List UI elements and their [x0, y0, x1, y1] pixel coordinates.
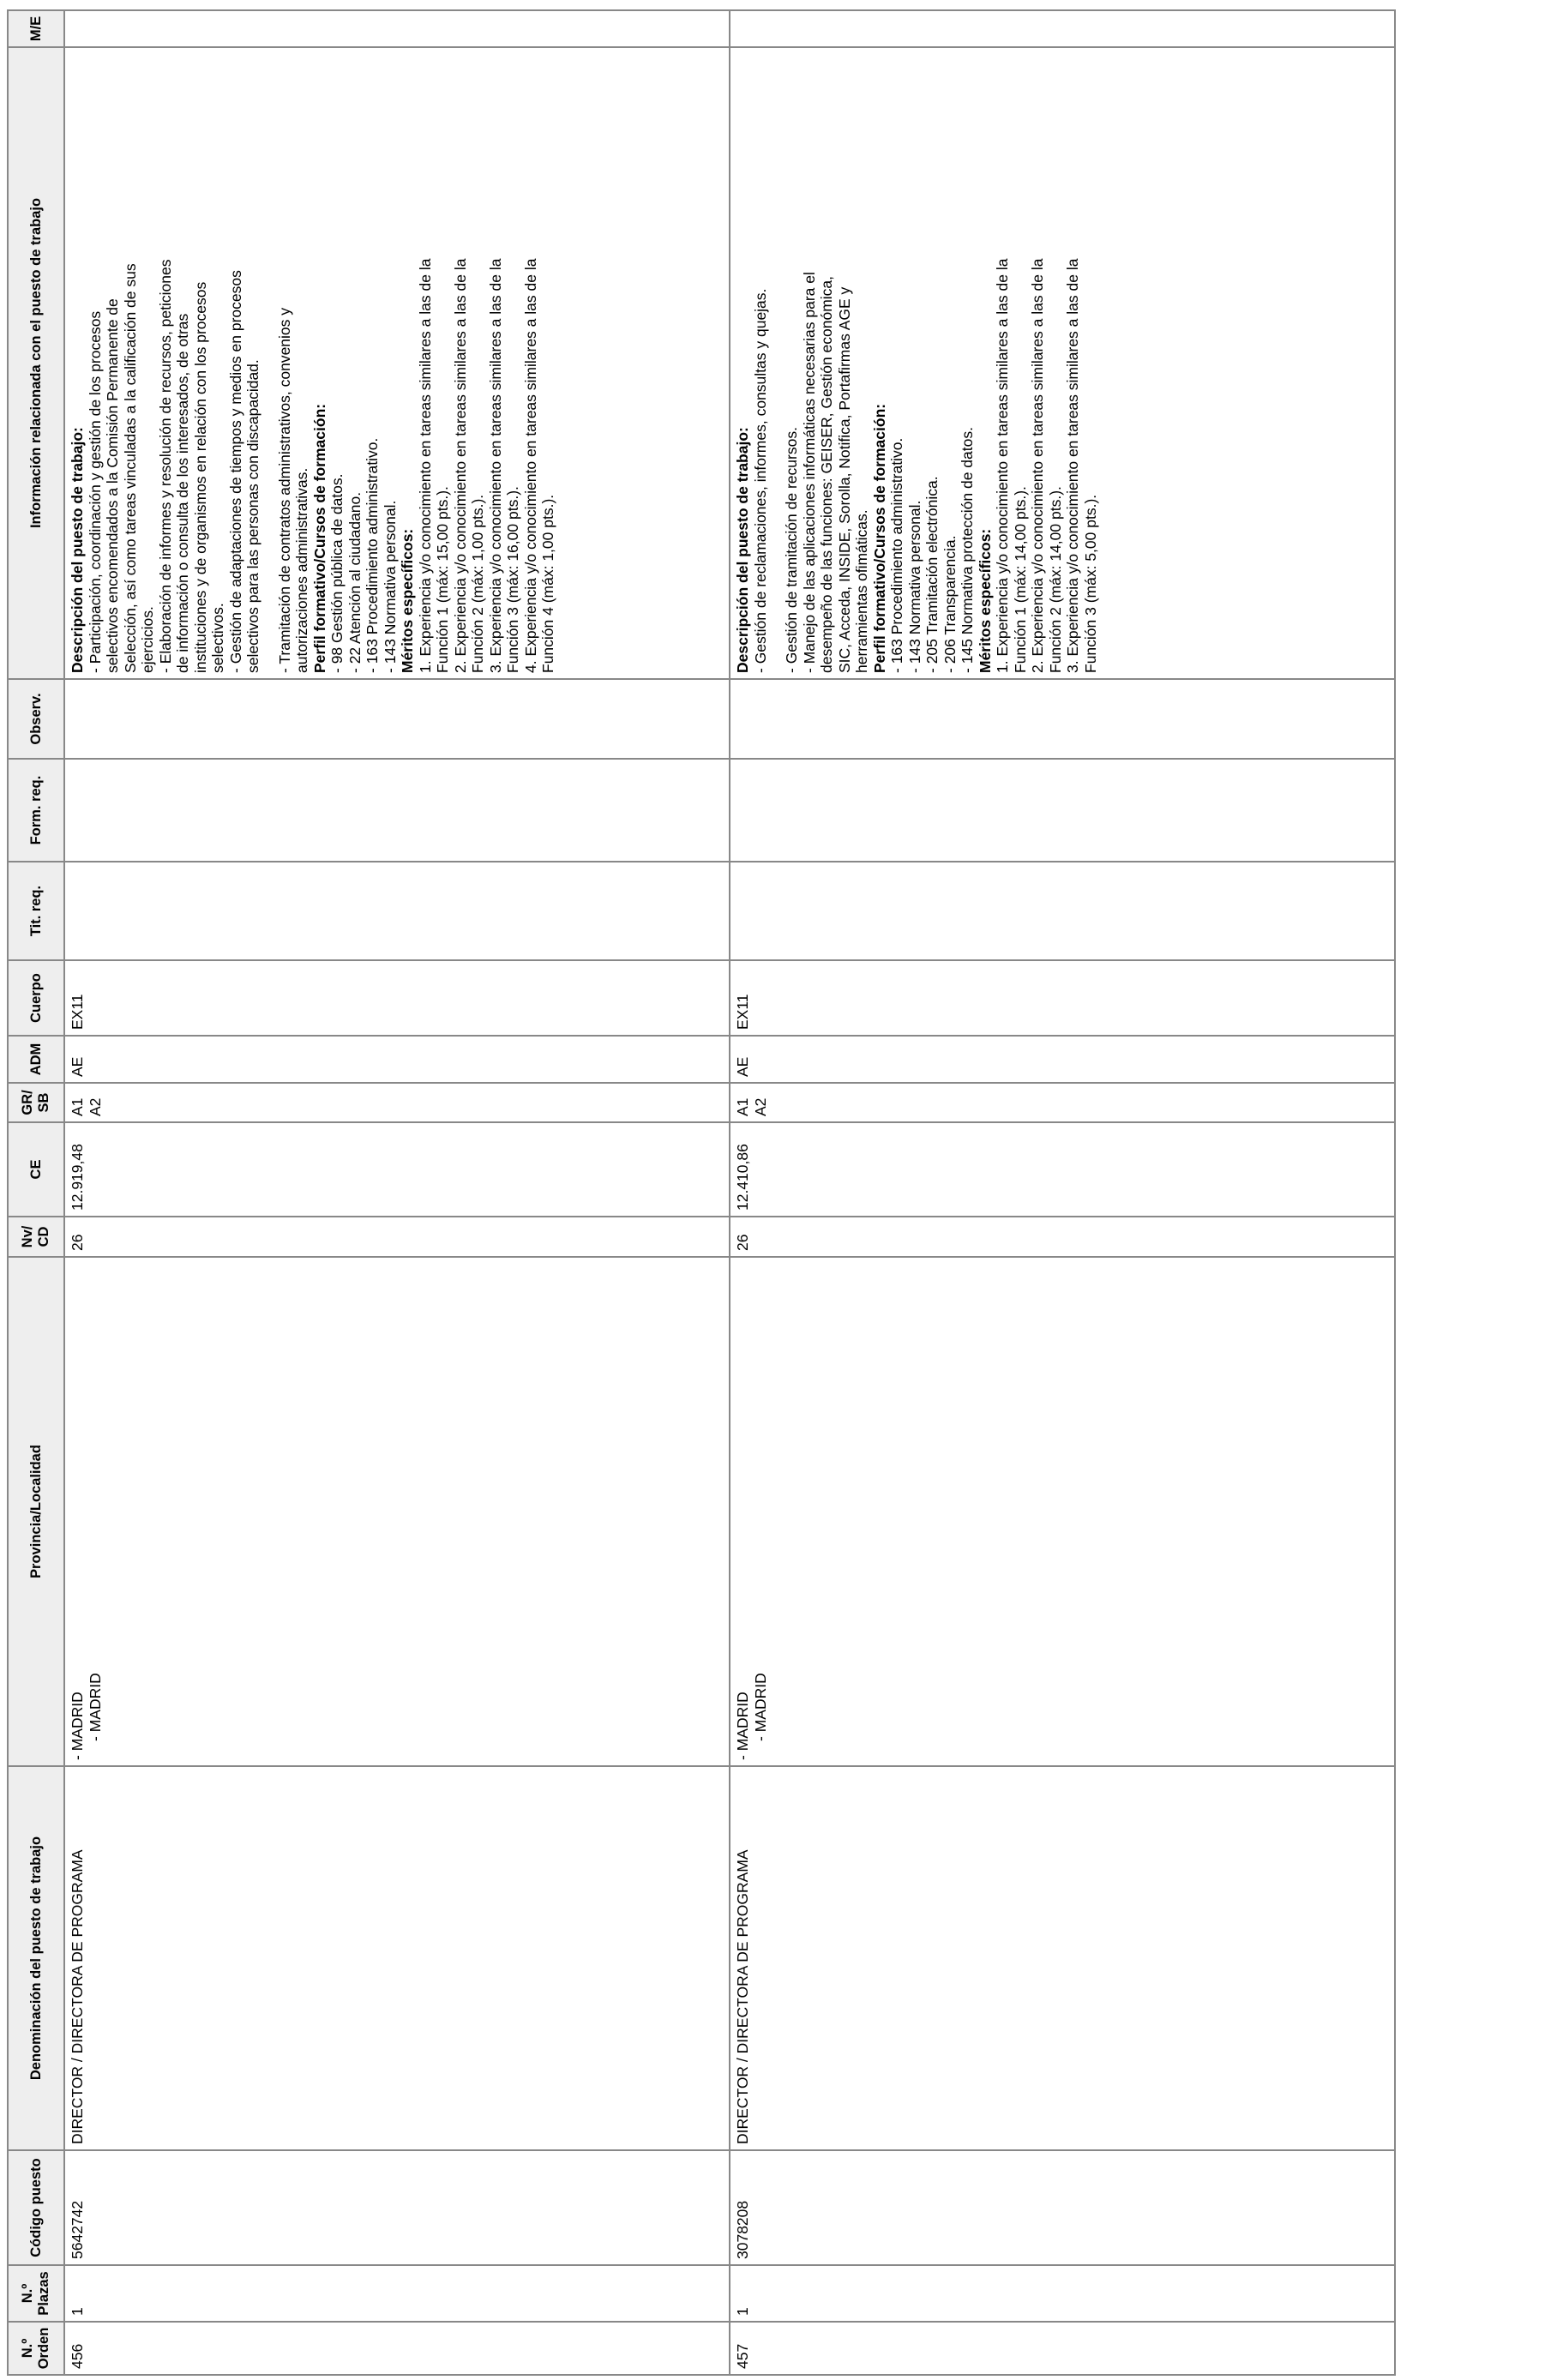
provincia-text: - MADRID: [69, 1692, 86, 1760]
cell-plazas: 1: [64, 2265, 730, 2322]
cell-gr: [730, 1083, 1395, 1122]
meritos-line: 3. Experiencia y/o conocimiento en tareas similares a las de la: [486, 258, 504, 673]
meritos-title: Méritos específicos:: [399, 528, 416, 673]
perfil-line: - 143 Normativa personal.: [381, 500, 399, 673]
meritos-line: Función 1 (máx: 15,00 pts.).: [434, 486, 451, 673]
cell-tit: [64, 862, 730, 960]
header-denominacion: Denominación del puesto de trabajo: [8, 1766, 64, 2150]
meritos-line: Función 4 (máx: 1,00 pts.).: [539, 494, 556, 673]
desc-line: selectivos.: [209, 603, 226, 673]
provincia-text: - MADRID: [734, 1692, 751, 1760]
desc-line: selectivos encomendados a la Comisión Permanente de: [104, 298, 121, 673]
cell-orden: 457: [730, 2322, 1395, 2375]
info-block: [69, 53, 557, 673]
desc-line: - Gestión de tramitación de recursos.: [783, 427, 800, 673]
perfil-line: - 206 Transparencia.: [941, 535, 959, 673]
table-row: [64, 10, 730, 2375]
cell-info: [64, 47, 730, 679]
perfil-line: - 163 Procedimiento administrativo.: [888, 437, 905, 673]
header-orden: N.º Orden: [8, 2322, 64, 2375]
cell-provincia: [64, 1257, 730, 1766]
desc-title: Descripción del puesto de trabajo:: [69, 427, 86, 673]
desc-line: instituciones y de organismos en relación con los procesos: [191, 281, 209, 673]
perfil-title: Perfil formativo/Cursos de formación:: [310, 403, 328, 673]
cell-adm: AE: [64, 1036, 730, 1083]
perfil-line: - 205 Tramitación electrónica.: [923, 476, 941, 673]
cell-denominacion: DIRECTOR / DIRECTORA DE PROGRAMA: [64, 1766, 730, 2150]
cell-nivel: 26: [64, 1217, 730, 1257]
desc-line: - Participación, coordinación y gestión de los procesos: [86, 310, 104, 673]
meritos-line: 4. Experiencia y/o conocimiento en tareas similares a las de la: [521, 258, 539, 673]
header-codigo: Código puesto: [8, 2150, 64, 2265]
positions-table: [7, 9, 1396, 2376]
perfil-line: - 22 Atención al ciudadano.: [346, 491, 364, 673]
sb-text: A2: [751, 1097, 769, 1116]
header-plazas: N.º Plazas: [8, 2265, 64, 2322]
header-info: Información relacionada con el puesto de trabajo: [8, 47, 64, 679]
meritos-line: 3. Experiencia y/o conocimiento en tareas similares a las de la: [1064, 258, 1081, 673]
cell-observ: [730, 679, 1395, 759]
cell-orden: 456: [64, 2322, 730, 2375]
desc-line: SIC, Acceda, INSIDE, Sorolla, Notifica, Portafirmas AGE y: [835, 286, 853, 673]
cell-observ: [64, 679, 730, 759]
perfil-line: - 145 Normativa protección de datos.: [959, 427, 976, 673]
header-row: [8, 10, 64, 2375]
cell-gr: [64, 1083, 730, 1122]
desc-title: Descripción del puesto de trabajo:: [734, 427, 751, 673]
desc-line: ejercicios.: [139, 606, 156, 673]
meritos-line: Función 1 (máx: 14,00 pts.).: [1011, 486, 1029, 673]
meritos-line: 1. Experiencia y/o conocimiento en tareas similares a las de la: [416, 258, 434, 673]
header-form: Form. req.: [8, 759, 64, 862]
desc-line: [262, 53, 276, 673]
header-provincia: Provincia/Localidad: [8, 1257, 64, 1766]
cell-cuerpo: EX11: [730, 960, 1395, 1036]
meritos-line: Función 2 (máx: 14,00 pts.).: [1046, 486, 1064, 673]
localidad-text: - MADRID: [86, 1673, 104, 1741]
desc-line: de información o consulta de los interesados, de otras: [174, 313, 191, 673]
desc-line: - Gestión de adaptaciones de tiempos y medios en procesos: [226, 270, 244, 673]
meritos-line: 1. Experiencia y/o conocimiento en tareas similares a las de la: [994, 258, 1011, 673]
cell-form: [730, 759, 1395, 862]
desc-line: herramientas ofimáticas.: [853, 509, 870, 673]
desc-line: [769, 53, 783, 673]
header-adm: ADM: [8, 1036, 64, 1083]
header-tit: Tit. req.: [8, 862, 64, 960]
perfil-line: - 143 Normativa personal.: [905, 500, 923, 673]
info-block: [734, 53, 1099, 673]
desc-line: - Tramitación de contratos administrativos, convenios y: [275, 307, 293, 673]
cell-denominacion: DIRECTOR / DIRECTORA DE PROGRAMA: [730, 1766, 1395, 2150]
meritos-line: 2. Experiencia y/o conocimiento en tareas similares a las de la: [451, 258, 469, 673]
header-gr: GR/ SB: [8, 1083, 64, 1122]
table-row: [730, 10, 1395, 2375]
meritos-line: Función 2 (máx: 1,00 pts.).: [469, 494, 486, 673]
cell-cuerpo: EX11: [64, 960, 730, 1036]
header-nivel: Nv/ CD: [8, 1217, 64, 1257]
cell-form: [64, 759, 730, 862]
cell-ce: 12.410,86: [730, 1122, 1395, 1217]
perfil-line: - 163 Procedimiento administrativo.: [364, 437, 381, 673]
header-me: M/E: [8, 10, 64, 47]
perfil-line: - 98 Gestión pública de datos.: [328, 473, 346, 673]
meritos-line: Función 3 (máx: 5,00 pts.).: [1081, 494, 1099, 673]
header-cuerpo: Cuerpo: [8, 960, 64, 1036]
cell-me: [730, 10, 1395, 47]
localidad-text: - MADRID: [751, 1673, 769, 1741]
cell-info: [730, 47, 1395, 679]
desc-line: - Manejo de las aplicaciones informáticas necesarias para el: [800, 272, 818, 673]
cell-plazas: 1: [730, 2265, 1395, 2322]
sb-text: A2: [86, 1097, 104, 1116]
desc-line: - Elaboración de informes y resolución de recursos, peticiones: [156, 259, 174, 673]
header-ce: CE: [8, 1122, 64, 1217]
desc-line: - Gestión de reclamaciones, informes, consultas y quejas.: [751, 288, 769, 673]
perfil-title: Perfil formativo/Cursos de formación:: [870, 403, 888, 673]
cell-provincia: [730, 1257, 1395, 1766]
desc-line: desempeño de las funciones: GEISER, Gestión económica,: [818, 275, 835, 673]
meritos-line: 2. Experiencia y/o conocimiento en tareas similares a las de la: [1029, 258, 1046, 673]
cell-nivel: 26: [730, 1217, 1395, 1257]
header-observ: Observ.: [8, 679, 64, 759]
cell-codigo: 5642742: [64, 2150, 730, 2265]
cell-codigo: 3078208: [730, 2150, 1395, 2265]
meritos-title: Méritos específicos:: [976, 528, 994, 673]
cell-me: [64, 10, 730, 47]
gr-text: A1: [734, 1097, 751, 1116]
meritos-line: Función 3 (máx: 16,00 pts.).: [504, 486, 521, 673]
cell-ce: 12.919,48: [64, 1122, 730, 1217]
cell-tit: [730, 862, 1395, 960]
desc-line: autorizaciones administrativas.: [293, 467, 310, 673]
desc-line: Selección, así como tareas vinculadas a la calificación de sus: [121, 263, 139, 673]
desc-line: selectivos para las personas con discapacidad.: [244, 359, 262, 673]
cell-adm: AE: [730, 1036, 1395, 1083]
gr-text: A1: [69, 1097, 86, 1116]
